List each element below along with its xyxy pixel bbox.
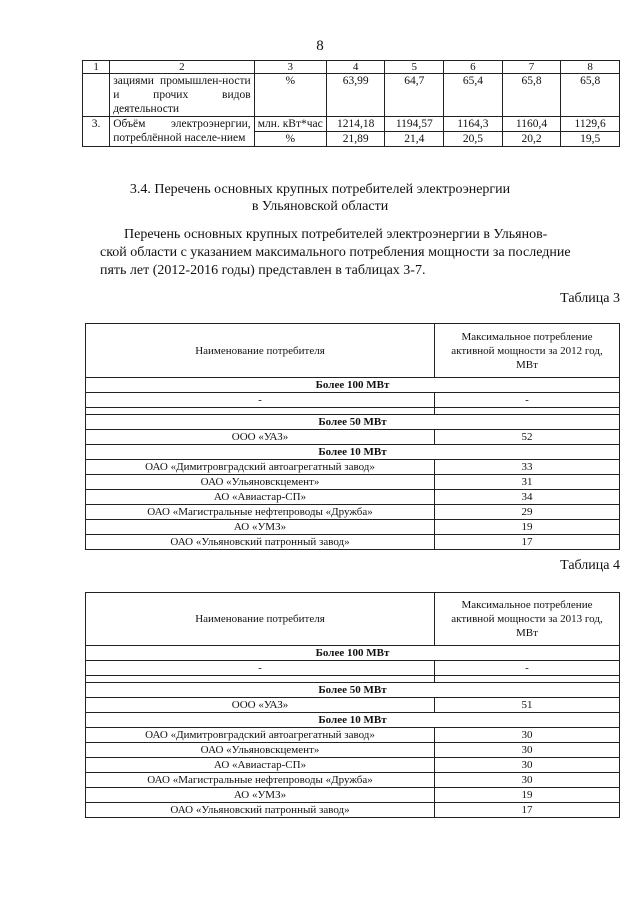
table-row xyxy=(86,505,620,520)
table-row xyxy=(86,788,620,803)
category-row xyxy=(86,415,620,430)
consumer-name: ОАО «Димитровградский автоагрегатный завод» xyxy=(86,460,435,475)
col-header: 2 xyxy=(110,61,254,74)
section-heading-line: в Ульяновской области xyxy=(251,199,389,214)
table-4-caption: Таблица 4 xyxy=(560,558,620,573)
spacer-row xyxy=(86,408,620,415)
table-3-caption: Таблица 3 xyxy=(560,291,620,306)
row-number xyxy=(83,74,110,117)
table-row xyxy=(86,743,620,758)
col-header: 8 xyxy=(561,61,620,74)
consumer-value: 51 xyxy=(435,698,620,713)
consumer-name: ОАО «Магистральные нефтепроводы «Дружба» xyxy=(86,773,435,788)
cell-value: 20,5 xyxy=(444,132,503,147)
consumer-name: АО «УМЗ» xyxy=(86,520,435,535)
consumer-value: 30 xyxy=(435,773,620,788)
col-header-name: Наименование потребителя xyxy=(86,593,435,646)
consumer-name: ОАО «Ульяновскцемент» xyxy=(86,475,435,490)
consumer-value: 30 xyxy=(435,758,620,773)
category-label: Более 50 МВт xyxy=(86,683,620,698)
col-header: 6 xyxy=(444,61,503,74)
consumer-name: АО «УМЗ» xyxy=(86,788,435,803)
col-header: 7 xyxy=(502,61,561,74)
cell-value: 20,2 xyxy=(502,132,561,147)
row-name: Объём электроэнергии, потреблённой населе-нием xyxy=(110,117,254,147)
table-row xyxy=(86,490,620,505)
intro-paragraph xyxy=(100,226,620,280)
category-label: Более 10 МВт xyxy=(86,713,620,728)
consumer-value: 34 xyxy=(435,490,620,505)
category-label: Более 10 МВт xyxy=(86,445,620,460)
category-label: Более 100 МВт xyxy=(86,378,620,393)
table-3 xyxy=(85,323,620,550)
consumer-value: 29 xyxy=(435,505,620,520)
consumer-name: ОАО «Ульяновский патронный завод» xyxy=(86,535,435,550)
consumer-name: АО «Авиастар-СП» xyxy=(86,758,435,773)
consumer-name: ОАО «Магистральные нефтепроводы «Дружба» xyxy=(86,505,435,520)
category-row xyxy=(86,713,620,728)
category-row xyxy=(86,378,620,393)
cell-value: 21,89 xyxy=(326,132,385,147)
col-header: 3 xyxy=(254,61,326,74)
continuation-table xyxy=(82,60,620,147)
consumer-value: 19 xyxy=(435,520,620,535)
table-header-row xyxy=(86,324,620,378)
consumer-value: 30 xyxy=(435,728,620,743)
consumer-value: - xyxy=(435,661,620,676)
category-row xyxy=(86,683,620,698)
paragraph-line: пять лет (2012-2016 годы) представлен в таблицах 3-7. xyxy=(100,263,426,278)
consumer-name: - xyxy=(86,393,435,408)
col-header-value: Максимальное потребление активной мощности за 2013 год, МВт xyxy=(435,593,620,646)
row-name: зациями промышлен-ности и прочих видов деятельности xyxy=(110,74,254,117)
consumer-name: ОАО «Ульяновский патронный завод» xyxy=(86,803,435,818)
table-row xyxy=(86,430,620,445)
cell-value: 1164,3 xyxy=(444,117,503,132)
table-row xyxy=(86,475,620,490)
table-row xyxy=(83,74,620,117)
cell-value: 1214,18 xyxy=(326,117,385,132)
category-label: Более 100 МВт xyxy=(86,646,620,661)
col-header-value: Максимальное потребление активной мощности за 2012 год, МВт xyxy=(435,324,620,378)
row-unit: % xyxy=(254,132,326,147)
consumer-name: ОАО «Ульяновскцемент» xyxy=(86,743,435,758)
table-row xyxy=(86,698,620,713)
row-unit: млн. кВт*час xyxy=(254,117,326,132)
consumer-value: 19 xyxy=(435,788,620,803)
consumer-name: ООО «УАЗ» xyxy=(86,430,435,445)
cell-value: 65,4 xyxy=(444,74,503,117)
table-row xyxy=(86,803,620,818)
table-row xyxy=(86,393,620,408)
table-row xyxy=(86,758,620,773)
paragraph-line: ской области с указанием максимального потребления мощности за последние xyxy=(100,245,571,260)
col-header-name: Наименование потребителя xyxy=(86,324,435,378)
table-row xyxy=(86,728,620,743)
page-number: 8 xyxy=(316,38,324,54)
table-row xyxy=(86,661,620,676)
col-header: 5 xyxy=(385,61,444,74)
category-label: Более 50 МВт xyxy=(86,415,620,430)
cell-value: 65,8 xyxy=(502,74,561,117)
consumer-value: 17 xyxy=(435,535,620,550)
table-4 xyxy=(85,592,620,818)
cell-value: 1194,57 xyxy=(385,117,444,132)
table-header-row xyxy=(83,61,620,74)
cell-value: 1160,4 xyxy=(502,117,561,132)
category-row xyxy=(86,646,620,661)
row-unit: % xyxy=(254,74,326,117)
table-row xyxy=(86,520,620,535)
col-header: 4 xyxy=(326,61,385,74)
consumer-value: 33 xyxy=(435,460,620,475)
table-row xyxy=(86,773,620,788)
table-header-row xyxy=(86,593,620,646)
consumer-name: АО «Авиастар-СП» xyxy=(86,490,435,505)
col-header: 1 xyxy=(83,61,110,74)
section-heading-line: 3.4. Перечень основных крупных потребителей электроэнергии xyxy=(129,182,511,197)
table-row xyxy=(86,535,620,550)
consumer-value: 30 xyxy=(435,743,620,758)
paragraph-line: Перечень основных крупных потребителей электроэнергии в Ульянов- xyxy=(124,227,548,242)
consumer-name: - xyxy=(86,661,435,676)
cell-value: 1129,6 xyxy=(561,117,620,132)
row-number: 3. xyxy=(83,117,110,147)
consumer-value: 31 xyxy=(435,475,620,490)
category-row xyxy=(86,445,620,460)
spacer-row xyxy=(86,676,620,683)
consumer-name: ООО «УАЗ» xyxy=(86,698,435,713)
consumer-value: - xyxy=(435,393,620,408)
cell-value: 63,99 xyxy=(326,74,385,117)
cell-value: 65,8 xyxy=(561,74,620,117)
consumer-name: ОАО «Димитровградский автоагрегатный завод» xyxy=(86,728,435,743)
consumer-value: 52 xyxy=(435,430,620,445)
section-heading xyxy=(0,181,640,215)
cell-value: 21,4 xyxy=(385,132,444,147)
cell-value: 19,5 xyxy=(561,132,620,147)
cell-value: 64,7 xyxy=(385,74,444,117)
consumer-value: 17 xyxy=(435,803,620,818)
table-row xyxy=(86,460,620,475)
table-row xyxy=(83,117,620,132)
